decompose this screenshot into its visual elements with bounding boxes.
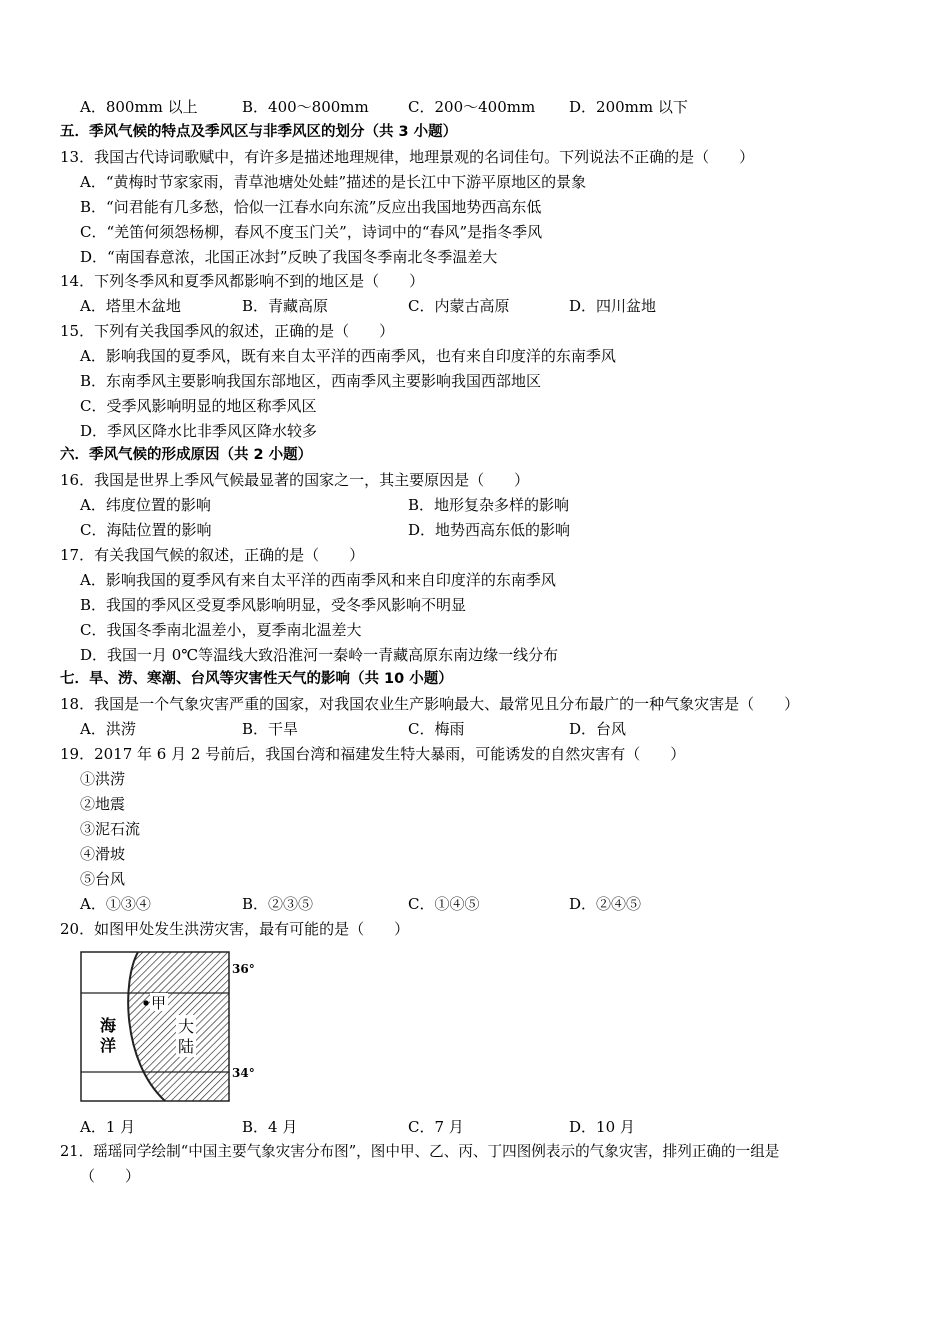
q12-option-b: B．400～800mm (242, 98, 369, 116)
q17-option-d: D．我国一月 0℃等温线大致沿淮河一秦岭一青藏高原东南边缘一线分布 (80, 646, 559, 664)
q13-stem: 13．我国古代诗词歌赋中，有许多是描述地理规律，地理景观的名词佳句。下列说法不正确的是（ ） (60, 148, 755, 166)
section-heading-7: 七．旱、涝、寒潮、台风等灾害性天气的影响（共 10 小题） (60, 671, 453, 687)
q15-option-a: A．影响我国的夏季风，既有来自太平洋的西南季风，也有来自印度洋的东南季风 (80, 347, 616, 365)
q21-stem: 21．瑶瑶同学绘制“中国主要气象灾害分布图”，图中甲、乙、丙、丁四图例表示的气象灾害，排列正确的一组是 (60, 1143, 780, 1160)
q20-option-c: C．7 月 (408, 1118, 464, 1136)
latitude-label-36: 36° (232, 962, 255, 976)
latitude-label-34: 34° (232, 1066, 255, 1080)
q19-option-c: C．①④⑤ (408, 895, 480, 913)
q18-option-c: C．梅雨 (408, 720, 465, 738)
q18-stem: 18．我国是一个气象灾害严重的国家，对我国农业生产影响最大、最常见且分布最广的一种气象灾害是（ ） (60, 695, 800, 713)
q17-stem: 17．有关我国气候的叙述，正确的是（ ） (60, 546, 365, 564)
q18-option-b: B．干旱 (242, 720, 299, 738)
q20-option-b: B．4 月 (242, 1118, 298, 1136)
q12-option-d: D．200mm 以下 (569, 98, 688, 116)
q19-option-d: D．②④⑤ (569, 895, 642, 913)
q17-option-b: B．我国的季风区受夏季风影响明显，受冬季风影响不明显 (80, 596, 467, 614)
q20-option-d: D．10 月 (569, 1118, 635, 1136)
ocean-label-1: 海 (100, 1016, 117, 1035)
q14-stem: 14．下列冬季风和夏季风都影响不到的地区是（ ） (60, 272, 425, 290)
q20-option-a: A．1 月 (80, 1118, 136, 1136)
q16-option-d: D．地势西高东低的影响 (408, 521, 571, 539)
q16-option-b: B．地形复杂多样的影响 (408, 496, 570, 514)
q20-coastline-map (80, 951, 255, 1103)
q15-option-d: D．季风区降水比非季风区降水较多 (80, 422, 318, 440)
q18-option-a: A．洪涝 (80, 720, 136, 738)
q14-option-a: A．塔里木盆地 (80, 297, 181, 315)
q13-option-a: A．“黄梅时节家家雨，青草池塘处处蛙”描述的是长江中下游平原地区的景象 (80, 173, 587, 191)
q16-option-c: C．海陆位置的影响 (80, 521, 212, 539)
q15-stem: 15．下列有关我国季风的叙述，正确的是（ ） (60, 322, 395, 340)
q18-option-d: D．台风 (569, 720, 627, 738)
q17-option-a: A．影响我国的夏季风有来自太平洋的西南季风和来自印度洋的东南季风 (80, 571, 556, 589)
section-heading-6: 六．季风气候的形成原因（共 2 小题） (60, 447, 313, 463)
q14-option-d: D．四川盆地 (569, 297, 657, 315)
q19-option-b: B．②③⑤ (242, 895, 314, 913)
q20-stem: 20．如图甲处发生洪涝灾害，最有可能的是（ ） (60, 920, 410, 938)
q19-item-5: ⑤台风 (80, 870, 126, 888)
q16-stem: 16．我国是世界上季风气候最显著的国家之一，其主要原因是（ ） (60, 471, 530, 489)
q13-option-b: B．“问君能有几多愁，恰似一江春水向东流”反应出我国地势西高东低 (80, 198, 542, 216)
q19-item-1: ①洪涝 (80, 770, 126, 788)
q14-option-b: B．青藏高原 (242, 297, 329, 315)
point-jia-marker (143, 1000, 148, 1005)
land-label-2: 陆 (178, 1037, 195, 1056)
q14-option-c: C．内蒙古高原 (408, 297, 510, 315)
q19-item-4: ④滑坡 (80, 845, 126, 863)
land-label-1: 大 (178, 1017, 195, 1036)
q12-option-a: A．800mm 以上 (80, 98, 198, 116)
q12-option-c: C．200～400mm (408, 98, 536, 116)
q19-item-2: ②地震 (80, 795, 126, 813)
section-heading-5: 五．季风气候的特点及季风区与非季风区的划分（共 3 小题） (60, 124, 458, 140)
q19-item-3: ③泥石流 (80, 820, 141, 838)
q16-option-a: A．纬度位置的影响 (80, 496, 211, 514)
q15-option-c: C．受季风影响明显的地区称季风区 (80, 397, 317, 415)
point-jia-label: 甲 (151, 994, 167, 1012)
q19-option-a: A．①③④ (80, 895, 151, 913)
q15-option-b: B．东南季风主要影响我国东部地区，西南季风主要影响我国西部地区 (80, 372, 542, 390)
q13-option-c: C．“羌笛何须怨杨柳，春风不度玉门关”，诗词中的“春风”是指冬季风 (80, 223, 543, 241)
q13-option-d: D．“南国春意浓，北国正冰封”反映了我国冬季南北冬季温差大 (80, 248, 498, 266)
q21-answer-paren: （ ） (80, 1167, 141, 1185)
q17-option-c: C．我国冬季南北温差小，夏季南北温差大 (80, 621, 362, 639)
q19-stem: 19．2017 年 6 月 2 号前后，我国台湾和福建发生特大暴雨，可能诱发的自然灾害有（ ） (60, 745, 686, 763)
ocean-label-2: 洋 (100, 1036, 117, 1055)
